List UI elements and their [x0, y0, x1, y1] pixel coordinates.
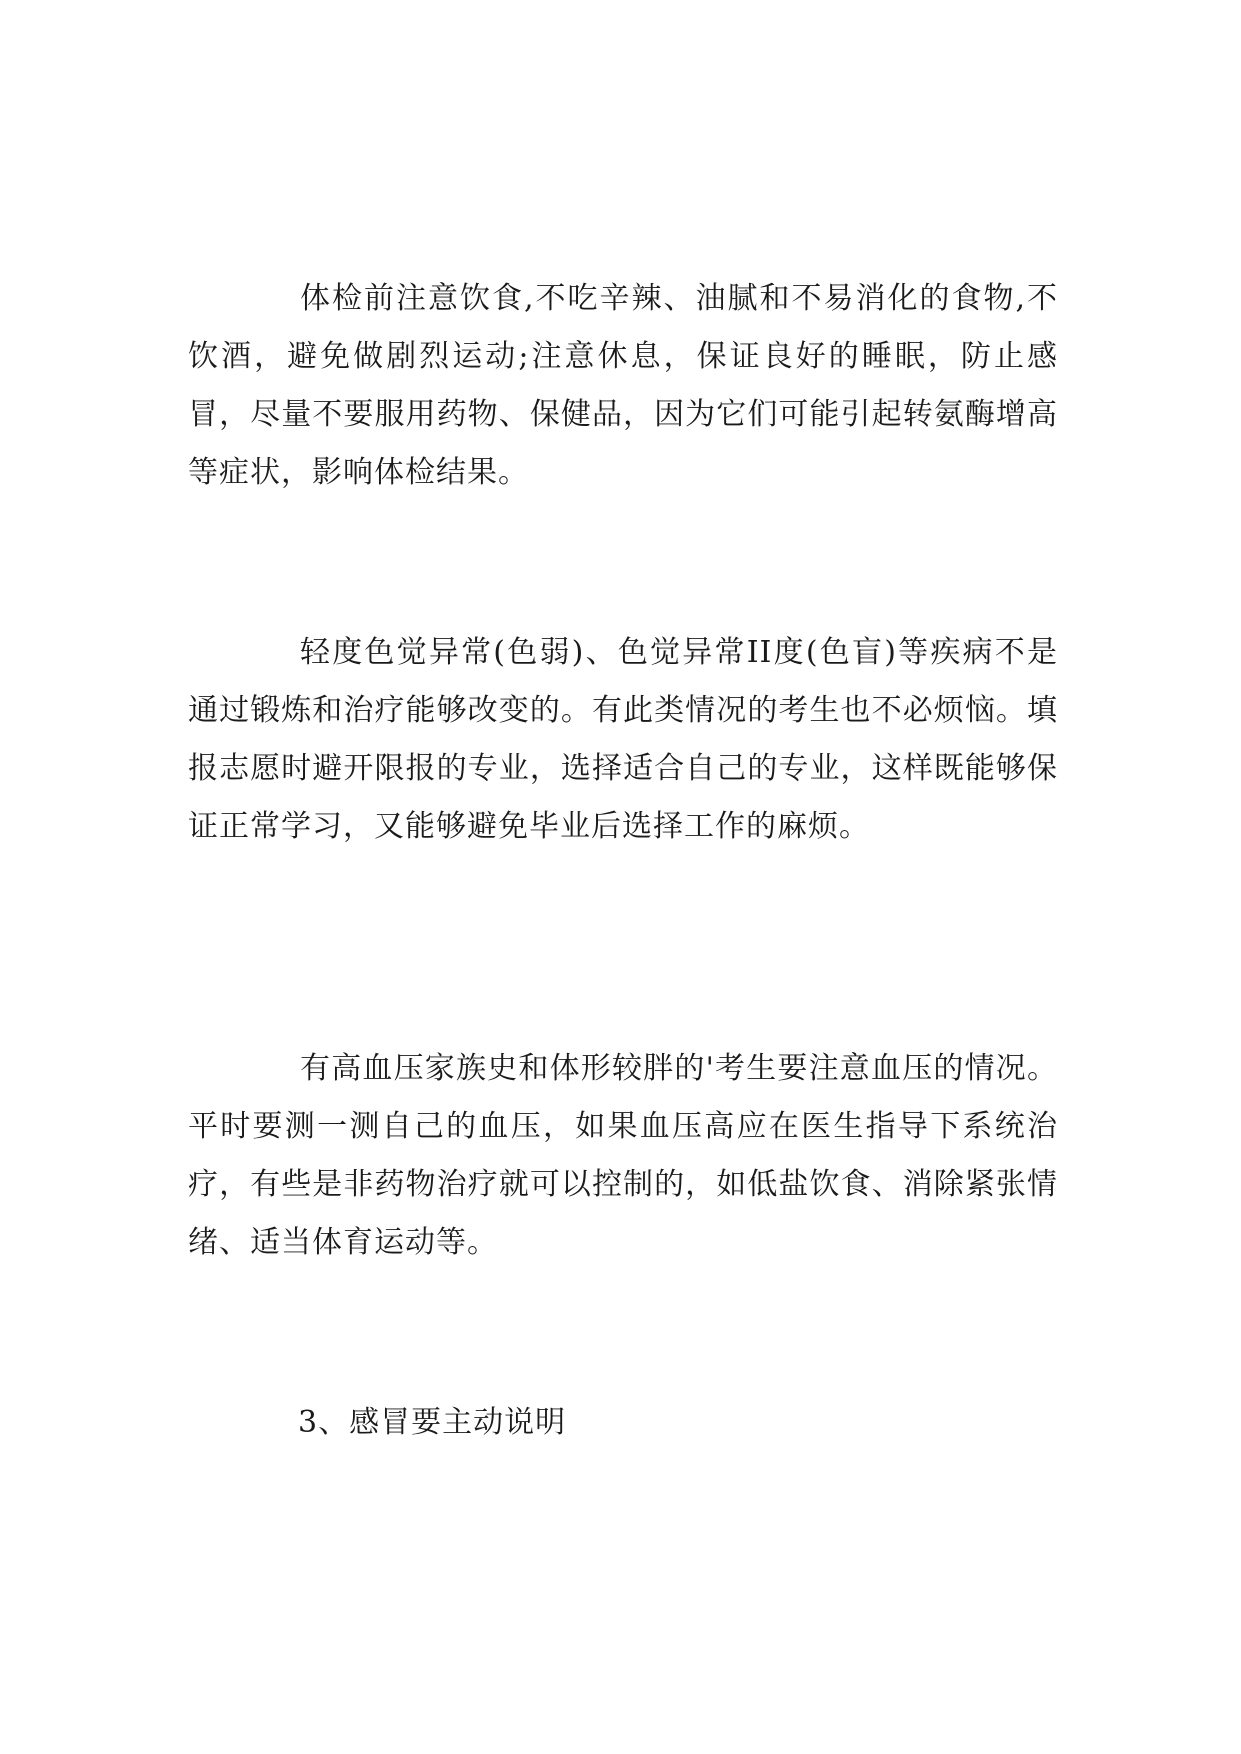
paragraph-diet-before-exam: 体检前注意饮食,不吃辛辣、油腻和不易消化的食物,不饮酒，避免做剧烈运动;注意休息，保证良好的睡眠，防止感冒，尽量不要服用药物、保健品，因为它们可能引起转氨酶增高等症状，影响体检结果。 [188, 281, 1058, 490]
paragraph-blood-pressure: 有高血压家族史和体形较胖的'考生要注意血压的情况。平时要测一测自己的血压，如果血压高应在医生指导下系统治疗，有些是非药物治疗就可以控制的，如低盐饮食、消除紧张情绪、适当体育运动等。 [188, 1051, 1058, 1260]
paragraph-color-vision: 轻度色觉异常(色弱)、色觉异常II度(色盲)等疾病不是通过锻炼和治疗能够改变的。有此类情况的考生也不必烦恼。填报志愿时避开限报的专业，选择适合自己的专业，这样既能够保证正常学习，又能够避免毕业后选择工作的麻烦。 [188, 635, 1058, 844]
section-heading-cold: 3、感冒要主动说明 [298, 1405, 567, 1440]
